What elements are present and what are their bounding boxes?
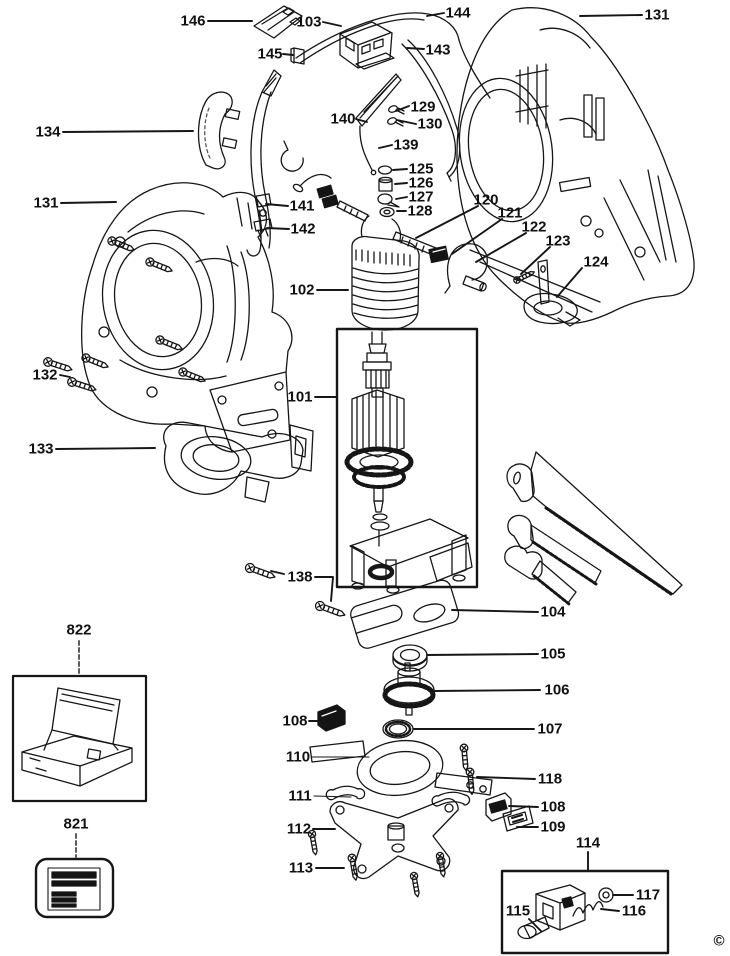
threaded-pin-upper xyxy=(337,201,368,221)
callout-122: 122 xyxy=(521,218,547,236)
callout-134: 134 xyxy=(35,123,61,141)
callout-108-mid: 108 xyxy=(282,712,308,730)
armature-assembly-101 xyxy=(337,329,477,593)
gear-106 xyxy=(384,663,434,715)
callout-822: 822 xyxy=(66,621,92,639)
callout-115: 115 xyxy=(505,902,531,920)
leader-lines xyxy=(56,13,642,931)
sleeve-126 xyxy=(379,177,392,191)
callout-101: 101 xyxy=(287,388,313,406)
washer-128 xyxy=(380,208,394,217)
ring-125 xyxy=(379,166,392,174)
callout-129: 129 xyxy=(410,98,436,116)
brush-box-121 xyxy=(429,246,448,262)
electronic-module-146 xyxy=(254,6,302,38)
callout-102: 102 xyxy=(289,281,315,299)
motor-field-102 xyxy=(352,216,419,330)
callout-108-right: 108 xyxy=(540,798,566,816)
shoe-133 xyxy=(164,422,313,502)
power-cord-144 xyxy=(296,13,490,98)
callout-121: 121 xyxy=(497,204,523,222)
spring-116-shape xyxy=(573,902,603,916)
slide-plate-104 xyxy=(348,578,460,650)
cup-127 xyxy=(378,194,399,207)
callout-146: 146 xyxy=(180,12,206,30)
callout-133: 133 xyxy=(28,440,54,458)
callout-821: 821 xyxy=(63,815,89,833)
callout-124: 124 xyxy=(583,253,609,271)
saw-blades xyxy=(505,452,682,604)
callout-120: 120 xyxy=(473,191,499,209)
carbon-brushes xyxy=(317,185,338,208)
callout-103: 103 xyxy=(296,13,322,31)
callout-104: 104 xyxy=(540,603,566,621)
callout-110: 110 xyxy=(285,748,311,766)
callout-123: 123 xyxy=(545,232,571,250)
callout-130: 130 xyxy=(417,115,443,133)
callout-132: 132 xyxy=(32,366,58,384)
copyright-mark: © xyxy=(713,932,725,950)
lead-wire-140 xyxy=(356,74,401,175)
bearing-107 xyxy=(383,720,413,738)
callout-116: 116 xyxy=(621,902,647,920)
callout-117: 117 xyxy=(635,886,661,904)
blade-guide-124 xyxy=(524,260,580,326)
callout-140: 140 xyxy=(330,110,356,128)
callout-131-left: 131 xyxy=(33,194,59,212)
callout-113: 113 xyxy=(288,859,314,877)
callout-142: 142 xyxy=(290,220,316,238)
callout-145: 145 xyxy=(257,45,283,63)
callout-105: 105 xyxy=(540,645,566,663)
brush-lever-134 xyxy=(199,92,240,169)
field-lead-122 xyxy=(445,244,487,293)
callout-127: 127 xyxy=(408,188,434,206)
callout-106: 106 xyxy=(544,681,570,699)
callout-114: 114 xyxy=(575,834,601,852)
housing-left-131 xyxy=(82,183,292,452)
nameplate-821 xyxy=(36,859,113,917)
callout-112: 112 xyxy=(286,820,312,838)
insert-108-left xyxy=(318,705,345,731)
housing-right-131 xyxy=(450,8,694,324)
callout-109: 109 xyxy=(540,818,566,836)
callout-141: 141 xyxy=(289,197,315,215)
callout-111: 111 xyxy=(288,787,312,805)
insert-108-right xyxy=(486,793,511,821)
screws-113-and-plate-screws xyxy=(308,830,447,898)
screw-129 xyxy=(388,105,404,114)
screw-130 xyxy=(387,117,403,126)
callout-126: 126 xyxy=(408,174,434,192)
callout-144: 144 xyxy=(445,4,471,22)
callout-143: 143 xyxy=(425,41,451,59)
callout-118: 118 xyxy=(537,770,563,788)
callout-128: 128 xyxy=(407,202,433,220)
kitbox-822 xyxy=(13,676,146,801)
callout-131-right: 131 xyxy=(644,6,670,24)
callout-138: 138 xyxy=(287,568,313,586)
callout-139: 139 xyxy=(393,136,419,154)
counterweight-112 xyxy=(330,799,458,879)
callout-107: 107 xyxy=(537,720,563,738)
callout-125: 125 xyxy=(408,160,434,178)
